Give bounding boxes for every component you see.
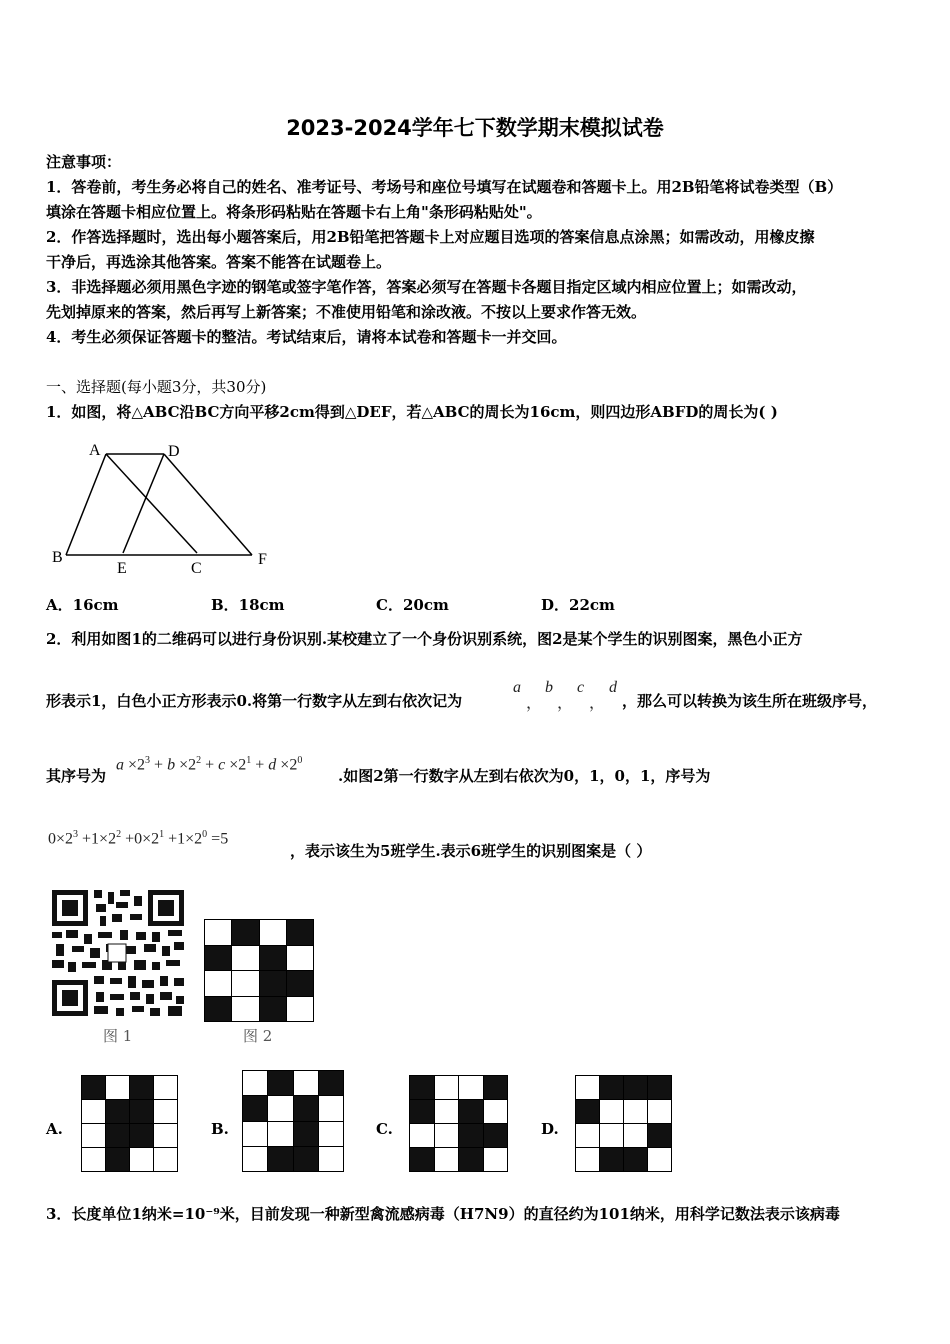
figure-2-caption: 图 2 [243,1027,273,1045]
notice-line: 3．非选择题必须用黑色字迹的钢笔或签字笔作答，答案必须写在答题卡各题目指定区域内相应位置上；如需改动， [46,278,807,296]
black-cell [106,1100,129,1123]
q2-option-c-grid[interactable] [409,1075,508,1172]
black-cell [232,920,258,945]
question-3-text: 3．长度单位1纳米=10⁻⁹米，目前发现一种新型禽流感病毒（H7N9）的直径约为101纳米，用科学记数法表示该病毒 [46,1205,840,1223]
point-label-f: F [258,551,267,568]
white-cell [268,1096,292,1120]
white-cell [82,1124,105,1147]
white-cell [624,1100,647,1123]
black-cell [260,971,286,996]
black-cell [287,920,313,945]
section-heading: 一、选择题(每小题3分，共30分) [46,378,267,396]
white-cell [82,1100,105,1123]
black-cell [459,1124,483,1147]
black-cell [459,1148,483,1171]
point-label-b: B [52,549,63,566]
var-a: a [513,679,521,696]
q2-option-a-label[interactable]: A. [46,1120,63,1138]
white-cell [576,1124,599,1147]
question-2-line: 其序号为 [46,767,107,785]
qr-code-figure [50,888,188,1018]
white-cell [232,971,258,996]
question-1-text: 1．如图，将△ABC沿BC方向平移2cm得到△DEF，若△ABC的周长为16cm，则四边形ABFD的周长为( ) [46,403,778,421]
white-cell [154,1124,177,1147]
var-b: b [545,679,553,696]
white-cell [154,1100,177,1123]
q1-triangle-figure [44,436,284,580]
black-cell [600,1076,623,1099]
white-cell [435,1076,459,1099]
q2-option-b-grid[interactable] [242,1070,344,1172]
q1-option-c[interactable]: C．20cm [376,596,449,614]
white-cell [268,1122,292,1146]
white-cell [484,1100,508,1123]
point-label-a: A [89,442,101,459]
white-cell [435,1148,459,1171]
figure-1-caption: 图 1 [103,1027,133,1045]
notice-heading: 注意事项： [46,153,122,171]
white-cell [648,1100,671,1123]
formula-serial-example: $0\times 2^3 +1\times 2^2 +0\times 2^1 +1\times 2^0 =5$ [48,829,229,848]
white-cell [82,1148,105,1171]
white-cell [459,1076,483,1099]
comma: ， [557,695,574,712]
white-cell [435,1124,459,1147]
point-label-e: E [117,560,127,577]
black-cell [294,1147,318,1171]
black-cell [484,1124,508,1147]
black-cell [624,1076,647,1099]
notice-line: 1．答卷前，考生务必将自己的姓名、准考证号、考场号和座位号填写在试题卷和答题卡上。用2B铅笔将试卷类型（B） [46,178,843,196]
white-cell [624,1124,647,1147]
black-cell [319,1071,343,1095]
white-cell [154,1148,177,1171]
black-cell [459,1100,483,1123]
black-cell [205,997,231,1022]
white-cell [648,1148,671,1171]
q2-option-d-label[interactable]: D. [541,1120,559,1138]
q2-option-b-label[interactable]: B. [211,1120,229,1138]
white-cell [243,1122,267,1146]
black-cell [106,1124,129,1147]
comma: ， [589,695,606,712]
black-cell [106,1148,129,1171]
black-cell [648,1076,671,1099]
segment-ac [106,454,197,553]
comma: ， [526,695,543,712]
point-label-d: D [168,443,180,460]
segment-ab [66,454,106,555]
black-cell [294,1122,318,1146]
white-cell [243,1071,267,1095]
formula-serial-general: $a \times 2^3 + b \times 2^2 + c \times 2^1 + d \times 2^0$ [116,755,303,774]
white-cell [154,1076,177,1099]
white-cell [205,920,231,945]
black-cell [410,1148,434,1171]
point-label-c: C [191,560,202,577]
white-cell [130,1148,153,1171]
q1-option-d[interactable]: D．22cm [541,596,615,614]
white-cell [294,1071,318,1095]
black-cell [130,1124,153,1147]
question-2-line: 形表示1，白色小正方形表示0.将第一行数字从左到右依次记为 [46,692,463,710]
black-cell [648,1124,671,1147]
black-cell [576,1100,599,1123]
notice-line: 4．考生必须保证答题卡的整洁。考试结束后，请将本试卷和答题卡一并交回。 [46,328,567,346]
q2-option-d-grid[interactable] [575,1075,672,1172]
white-cell [484,1148,508,1171]
black-cell [624,1148,647,1171]
black-cell [243,1096,267,1120]
var-d: d [609,679,617,696]
black-cell [287,971,313,996]
black-cell [294,1096,318,1120]
white-cell [205,971,231,996]
black-cell [410,1076,434,1099]
white-cell [232,946,258,971]
white-cell [600,1100,623,1123]
q2-option-c-label[interactable]: C. [376,1120,393,1138]
var-c: c [577,679,585,696]
segment-df [164,454,252,555]
q1-option-b[interactable]: B．18cm [211,596,285,614]
question-2-line: .如图2第一行数字从左到右依次为0，1，0，1，序号为 [338,767,711,785]
white-cell [260,920,286,945]
white-cell [319,1147,343,1171]
q1-option-a[interactable]: A．16cm [46,596,119,614]
question-2-line: ，那么可以转换为该生所在班级序号， [622,692,878,710]
question-2-line: ，表示该生为5班学生.表示6班学生的识别图案是（ ） [290,842,652,860]
white-cell [319,1096,343,1120]
black-cell [484,1076,508,1099]
black-cell [130,1100,153,1123]
black-cell [600,1148,623,1171]
white-cell [576,1148,599,1171]
white-cell [287,997,313,1022]
notice-line: 干净后，再选涂其他答案。答案不能答在试题卷上。 [46,253,392,271]
white-cell [319,1122,343,1146]
white-cell [232,997,258,1022]
black-cell [260,997,286,1022]
black-cell [130,1076,153,1099]
notice-line: 2．作答选择题时，选出每小题答案后，用2B铅笔把答题卡上对应题目选项的答案信息点涂黑；如需改动，用橡皮擦 [46,228,815,246]
white-cell [600,1124,623,1147]
page-title: 2023-2024学年七下数学期末模拟试卷 [286,116,664,140]
notice-line: 填涂在答题卡相应位置上。将条形码粘贴在答题卡右上角"条形码粘贴处"。 [46,203,542,221]
notice-line: 先划掉原来的答案，然后再写上新答案；不准使用铅笔和涂改液。不按以上要求作答无效。 [46,303,647,321]
black-cell [260,946,286,971]
white-cell [106,1076,129,1099]
figure-2-grid [204,919,314,1022]
white-cell [410,1124,434,1147]
question-2-line: 2．利用如图1的二维码可以进行身份识别.某校建立了一个身份识别系统，图2是某个学生的识别图案，黑色小正方 [46,630,803,648]
white-cell [435,1100,459,1123]
black-cell [82,1076,105,1099]
white-cell [243,1147,267,1171]
segment-de [123,454,164,553]
black-cell [205,946,231,971]
q2-option-a-grid[interactable] [81,1075,178,1172]
black-cell [268,1147,292,1171]
black-cell [268,1071,292,1095]
white-cell [287,946,313,971]
white-cell [576,1076,599,1099]
black-cell [410,1100,434,1123]
